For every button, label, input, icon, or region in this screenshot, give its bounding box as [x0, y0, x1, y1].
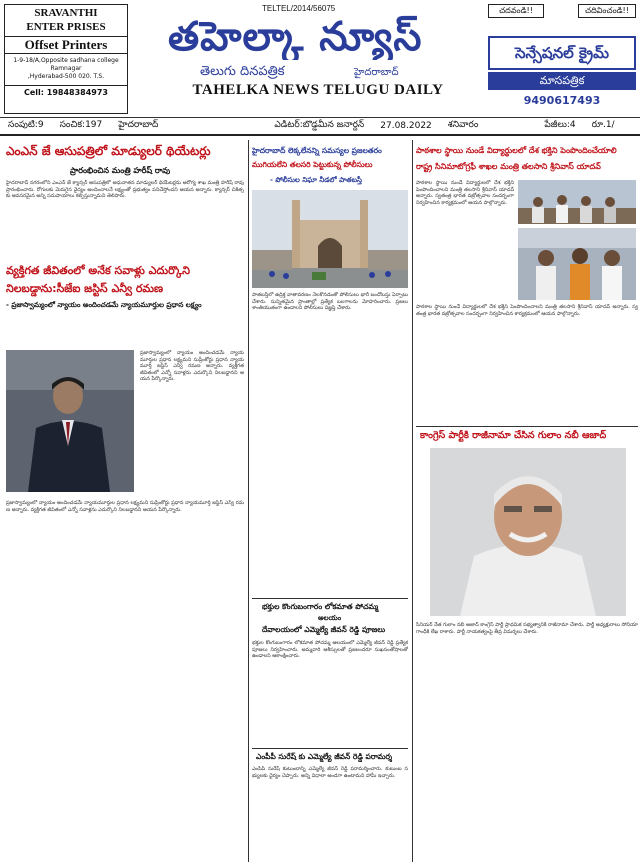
article-7-headline: ఎంపీపీ సురేష్ కు ఎమ్మెల్యే జీవన్ రెడ్డి పరామర్శ	[256, 752, 393, 761]
politician-photo-illustration	[430, 448, 626, 616]
monthly-label: మాసపత్రిక	[488, 72, 636, 90]
article-2-headline-1: వ్యక్తిగత జీవితంలో అనేక సవాళ్లు ఎదుర్కొని	[6, 264, 190, 277]
article-6-headline-1: భక్తుల కొంగుబంగారం లోకమాత పోచమ్మ	[262, 602, 379, 611]
ad-address-1: 1-9-18/A,Opposite sadhana college Ramnagar	[13, 57, 119, 72]
article-5-headline: కాంగ్రెస్ పార్టీకి రాజీనామా చేసిన గులాం నబీ ఆజాద్	[420, 430, 607, 441]
column-divider-2	[412, 140, 413, 862]
column-divider-1	[248, 140, 249, 862]
article-4-photo-top	[518, 180, 636, 224]
registration-number: TELTEL/2014/56075	[262, 4, 336, 13]
article-3-body: పాతబస్తీలో ఉద్రిక్త వాతావరణం నెలకొనడంతో పోలీసులు భారీ బందోబస్తు ఏర్పాటు చేశారు. సున్నితమైన ప్రాంతాల్లో ప్రత్యేక బలగాలను మోహరించారు. ప్రజలు శాంతియుతంగా ఉండాలని పోలీసులు విజ్ఞప్తి చేశారు.	[252, 292, 408, 312]
article-2-body-main: ప్రజాస్వామ్యంలో న్యాయం అందించడమే న్యాయమూర్తుల ప్రధాన లక్ష్యమని సుప్రీంకోర్టు ప్రధాన న్యాయమూర్తి జస్టిస్ ఎన్వీ రమణ అన్నారు. వ్యక్తిగత జీవితంలో ఎన్నో సవాళ్లను ఎదుర్కొని నిలబడ్డానని ఆయన పేర్కొన్నారు.	[6, 500, 244, 513]
badge-make-read: చదివించండి!!	[578, 4, 636, 18]
article-1-subheadline: ప్రారంభించిన మంత్రి హరీష్ రావు	[70, 166, 171, 175]
newspaper-logo: తహెల్కా న్యూస్	[168, 14, 423, 60]
phone-number: 9490617493	[523, 94, 601, 107]
article-4-photo-bottom	[518, 228, 636, 300]
issue: సంచిక:197	[59, 120, 103, 130]
article-1-headline: ఎంఎన్ జే ఆసుపత్రిలో మాడ్యులర్ థియేటర్లు	[6, 144, 211, 158]
price: రూ.1/	[591, 120, 615, 130]
ad-name-1: SRAVANTHI	[34, 7, 98, 19]
ad-address-2: ,Hyderabad-500 020. T.S.	[27, 73, 105, 80]
article-3-subheadline: - పోలీసుల నిఘా నీడలో పాతబస్తీ	[270, 176, 362, 184]
sensational-crime-title: సెన్సేషనల్ క్రైమ్	[488, 36, 636, 70]
city: హైదరాబాద్	[118, 120, 159, 130]
event-photo-bottom-illustration	[518, 228, 636, 300]
article-7-body: ఎంపీపీ సురేష్ కుటుంబాన్ని ఎమ్మెల్యే జీవన్ రెడ్డి పరామర్శించారు. కుటుంబ సభ్యులకు ధైర్యం చెప్పారు. అన్ని విధాలా అండగా ఉంటామని హామీ ఇచ్చారు.	[252, 766, 408, 779]
charminar-photo-illustration	[252, 190, 408, 288]
issue-info-bar	[0, 118, 640, 136]
article-6-headline-3: దేవాలయంలో ఎమ్మెల్యే జీవన్ రెడ్డి పూజలు	[262, 625, 386, 634]
date: 27.08.2022	[380, 121, 432, 131]
article-4-headline-2: రాష్ట్ర సినిమాటోగ్రఫీ శాఖల మంత్రి తలసాని శ్రీనివాస్ యాదవ్	[416, 162, 601, 171]
day: శనివారం	[447, 120, 479, 130]
printer-ad-box	[4, 4, 128, 114]
article-4-headline-1: పాఠశాల స్థాయి నుండే విద్యార్థులలో దేశ భక్తిని పెంపొందించేయాలి	[416, 146, 617, 155]
event-photo-top-illustration	[518, 180, 636, 224]
separator-article-6	[252, 598, 408, 599]
ad-name-2: ENTER PRISES	[26, 21, 106, 33]
article-3-headline-1: హైదరాబాద్ లెక్కలేనన్ని సమస్యల ప్రజలతరం	[252, 146, 382, 155]
article-4-body-main: పాఠశాల స్థాయి నుండే విద్యార్థులలో దేశ భక్తిని పెంపొందించాలని మంత్రి తలసాని శ్రీనివాస్ యాదవ్ అన్నారు. స్వతంత్ర భారత వజ్రోత్సవాల సందర్భంగా నిర్వహించిన కార్యక్రమంలో ఆయన పాల్గొన్నారు.	[416, 304, 638, 317]
article-6-headline-2: అలయం	[318, 614, 342, 622]
article-2-photo	[6, 350, 134, 492]
separator-article-7	[252, 748, 408, 749]
separator-article-5	[416, 426, 638, 427]
article-3-headline-2: ముగియలేని తలసరి పెట్టుకున్న పోలీసులు	[252, 160, 373, 169]
article-1-body: హైదరాబాద్ నగరంలోని ఎంఎన్ జే క్యాన్సర్ ఆసుపత్రిలో అధునాతన మాడ్యులర్ థియేటర్లను ఆరోగ్య శాఖ మంత్రి హరీష్ రావు ప్రారంభించారు. రోగులకు మెరుగైన వైద్యం అందించాలనే లక్ష్యంతో ప్రభుత్వం పనిచేస్తోందని ఆయన అన్నారు. క్యాన్సర్ చికిత్సకు అవసరమైన అన్ని సదుపాయాలు కల్పిస్తున్నామని తెలిపారు.	[6, 180, 244, 200]
article-5-body: సీనియర్ నేత గులాం నబీ ఆజాద్ కాంగ్రెస్ పార్టీ ప్రాథమిక సభ్యత్వానికి రాజీనామా చేశారు. పార్టీ అధ్యక్షురాలు సోనియా గాంధీకి లేఖ రాశారు. పార్టీ నాయకత్వంపై తీవ్ర విమర్శలు చేశారు.	[416, 622, 638, 635]
article-4-body-left: పాఠశాల స్థాయి నుండే విద్యార్థులలో దేశ భక్తిని పెంపొందించాలని మంత్రి తలసాని శ్రీనివాస్ యాదవ్ అన్నారు. స్వతంత్ర భారత వజ్రోత్సవాల సందర్భంగా నిర్వహించిన కార్యక్రమంలో ఆయన పాల్గొన్నారు.	[416, 180, 514, 206]
masthead	[0, 0, 640, 118]
ad-cell: Cell: 19848384973	[5, 85, 127, 97]
article-2-subheadline: - ప్రజాస్వామ్యంలో న్యాయం అందించడమే న్యాయమూర్తుల ప్రధాన లక్ష్యం	[6, 301, 202, 309]
article-2-body-right: ప్రజాస్వామ్యంలో న్యాయం అందించడమే న్యాయమూర్తుల ప్రధాన లక్ష్యమని సుప్రీంకోర్టు ప్రధాన న్యాయమూర్తి జస్టిస్ ఎన్వీ రమణ అన్నారు. వ్యక్తిగత జీవితంలో ఎన్నో సవాళ్లను ఎదుర్కొని నిలబడ్డానని ఆయన పేర్కొన్నారు.	[140, 350, 244, 383]
ad-service: Offset Printers	[5, 36, 127, 54]
pages: పేజీలు:4	[544, 120, 576, 130]
article-5-photo	[430, 448, 626, 616]
article-3-photo	[252, 190, 408, 288]
article-6-body: భక్తుల కొంగుబంగారం లోకమాత పోచమ్మ ఆలయంలో ఎమ్మెల్యే జీవన్ రెడ్డి ప్రత్యేక పూజలు నిర్వహించారు. అమ్మవారి ఆశీస్సులతో ప్రజలందరూ సుఖసంతోషాలతో ఉండాలని ఆకాంక్షించారు.	[252, 640, 408, 660]
article-2-headline-2: నిలబడ్డాను:సీజేఐ జస్టిస్ ఎన్వీ రమణ	[6, 282, 164, 295]
tagline: తెలుగు దినపత్రిక	[200, 64, 285, 79]
judge-photo-illustration	[6, 350, 134, 492]
badge-read: చదవండి!!	[488, 4, 544, 18]
editor: ఎడిటర్:బొడ్డమీన జనార్దన్	[274, 120, 365, 130]
tagline-city: హైదరాబాద్	[354, 67, 399, 78]
volume: సంపుటి:9	[8, 120, 44, 130]
english-title: TAHELKA NEWS TELUGU DAILY	[192, 82, 444, 98]
